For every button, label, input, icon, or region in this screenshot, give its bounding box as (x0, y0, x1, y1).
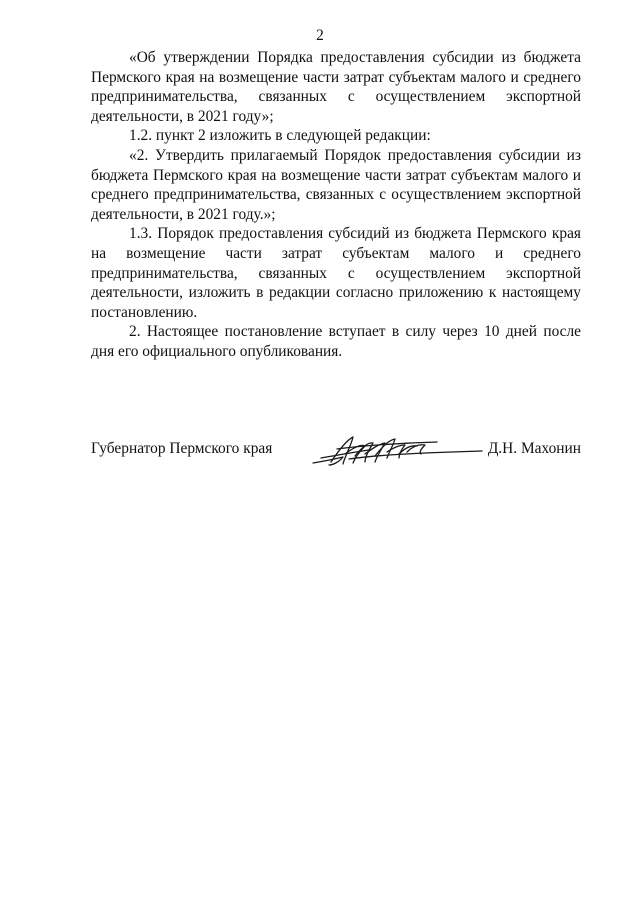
handwritten-signature (309, 432, 484, 472)
paragraph-item-1-3: 1.3. Порядок предоставления субсидий из бюджета Пермского края на возмещение части затрат субъектам малого и среднего предпринимательства, связанных с осуществлением экспортной деятельности, изложить в редакции согласно приложению к настоящему постановлению. (91, 225, 581, 321)
page-number: 2 (316, 27, 324, 44)
signatory-name: Д.Н. Махонин (487, 440, 581, 457)
paragraph-resolution-title: «Об утверждении Порядка предоставления субсидии из бюджета Пермского края на возмещение части затрат субъектам малого и среднего предпринимательства, связанных с осуществлением экспортной деятельности, в 2021 году»; (91, 49, 581, 125)
document-body (91, 48, 581, 362)
paragraph-item-2-new-wording: «2. Утвердить прилагаемый Порядок предоставления субсидии из бюджета Пермского края на возмещение части затрат субъектам малого и среднего предпринимательства, связанных с осуществлением экспортной деятельности, в 2021 году.»; (91, 146, 581, 223)
signature-block (91, 432, 581, 472)
paragraph-item-2-effective-date: 2. Настоящее постановление вступает в силу через 10 дней после дня его официального опубликования. (91, 323, 581, 360)
paragraph-item-1-2: 1.2. пункт 2 изложить в следующей редакции: (129, 127, 431, 145)
signatory-title: Губернатор Пермского края (91, 440, 273, 457)
